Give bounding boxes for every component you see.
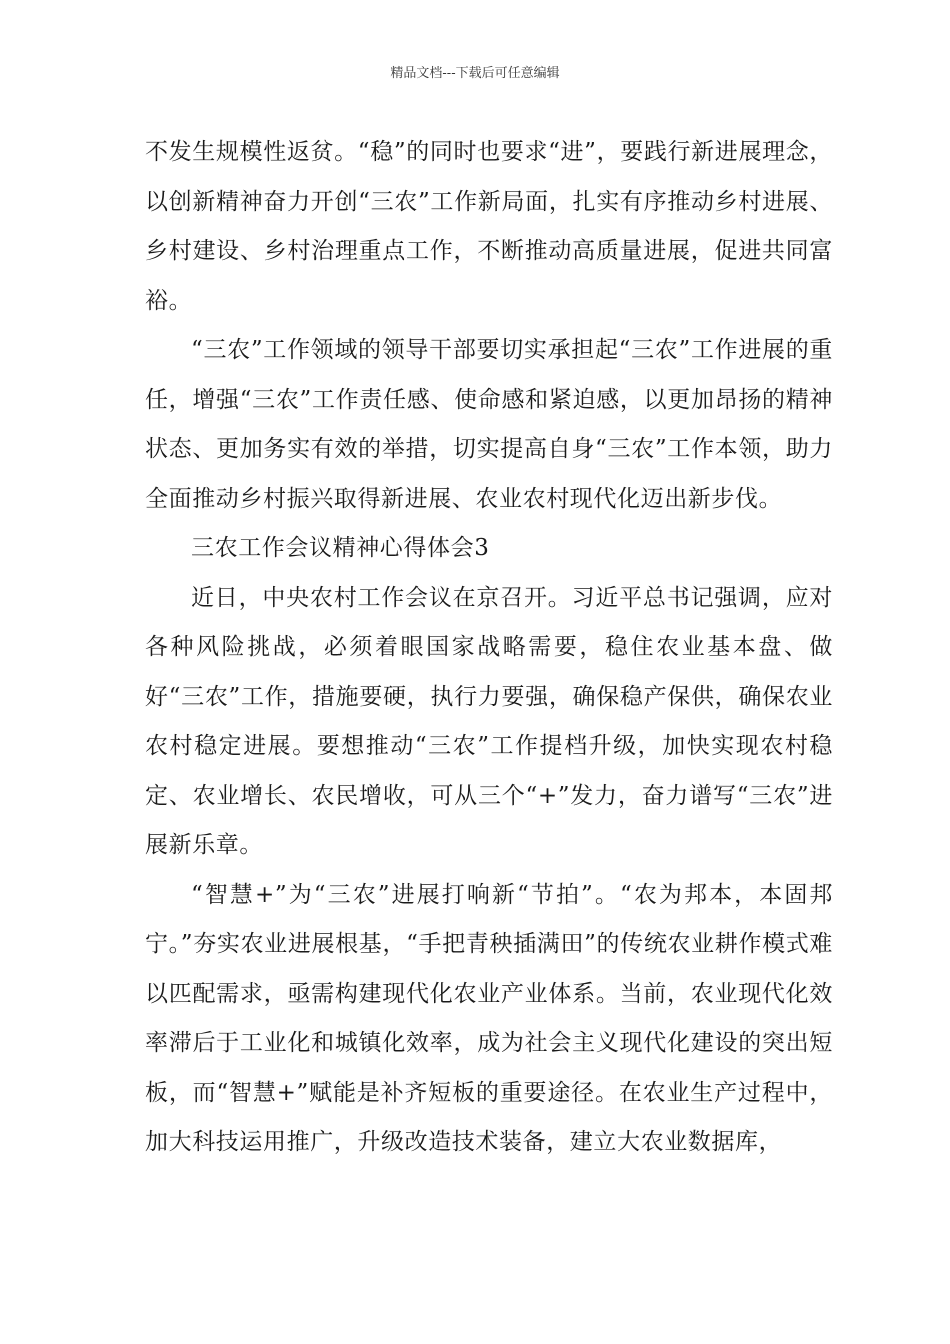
page-header: 精品文档---下载后可任意编辑: [390, 66, 560, 81]
document-body: [145, 128, 833, 1168]
paragraph-4: “智慧+”为“三农”进展打响新“节拍”。“农为邦本，本固邦宁。”夯实农业进展根基，“手把青秧插满田”的传统农业耕作模式难以匹配需求，亟需构建现代化农业产业体系。当前，农业现代化效率滞后于工业化和城镇化效率，成为社会主义现代化建设的突出短板，而“智慧+”赋能是补齐短板的重要途径。在农业生产过程中，加大科技运用推广，升级改造技术装备，建立大农业数据库，: [145, 881, 833, 1155]
paragraph-1: 不发生规模性返贫。“稳”的同时也要求“进”，要践行新进展理念，以创新精神奋力开创“三农”工作新局面，扎实有序推动乡村进展、乡村建设、乡村治理重点工作，不断推动高质量进展，促进共同富裕。: [145, 139, 833, 314]
paragraph-3: 近日，中央农村工作会议在京召开。习近平总书记强调，应对各种风险挑战，必须着眼国家战略需要，稳住农业基本盘、做好“三农”工作，措施要硬，执行力要强，确保稳产保供，确保农业农村稳定进展。要想推动“三农”工作提档升级，加快实现农村稳定、农业增长、农民增收，可从三个“+”发力，奋力谱写“三农”进展新乐章。: [145, 584, 833, 858]
paragraph-2: “三农”工作领域的领导干部要切实承担起“三农”工作进展的重任，增强“三农”工作责任感、使命感和紧迫感，以更加昂扬的精神状态、更加务实有效的举措，切实提高自身“三农”工作本领，助力全面推动乡村振兴取得新进展、农业农村现代化迈出新步伐。: [145, 337, 833, 512]
section-heading: 三农工作会议精神心得体会3: [191, 535, 490, 561]
